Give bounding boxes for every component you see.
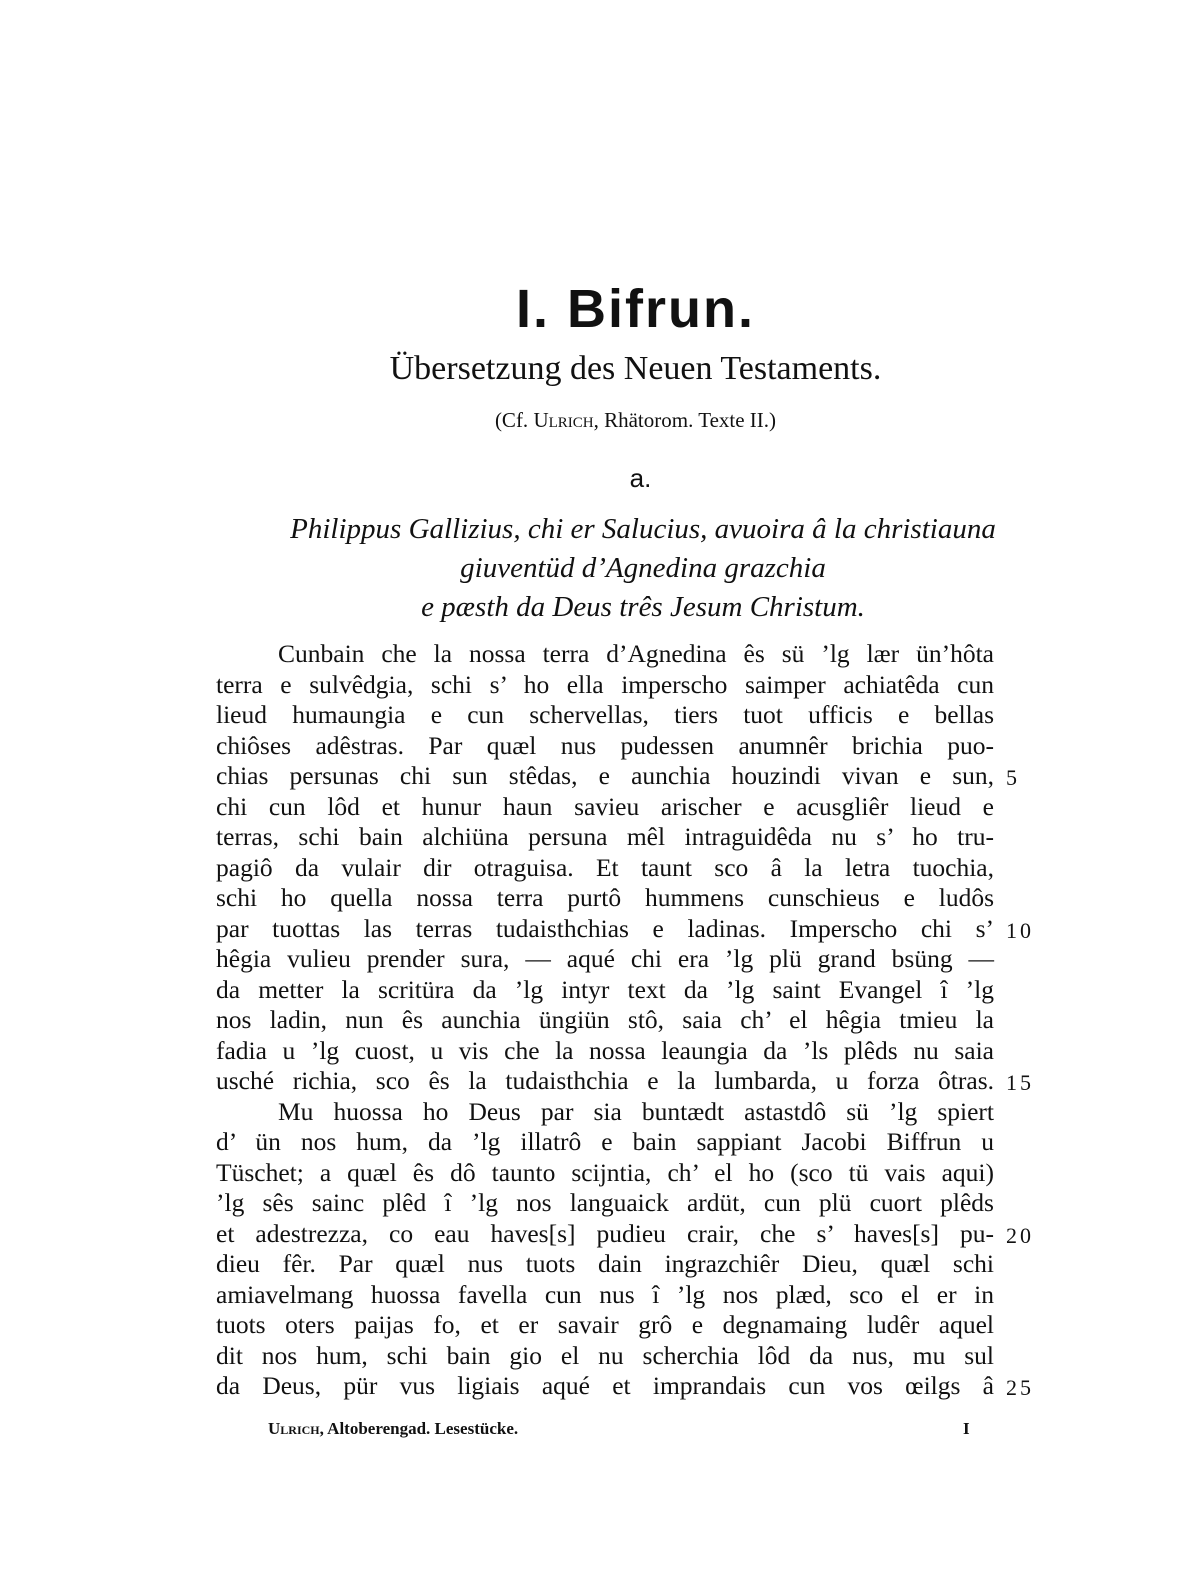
text-line: d’ ün nos hum, da ’lg illatrô e bain sappiant Jacobi Biffrun u <box>216 1127 994 1156</box>
chapter-subtitle: Übersetzung des Neuen Testaments. <box>389 350 882 387</box>
reference-suffix: , Rhätorom. Texte II.) <box>593 408 777 432</box>
text-line: par tuottas las terras tudaisthchias e ladinas. Imperscho chi s’ <box>216 913 994 943</box>
text-line: schi ho quella nossa terra purtô hummens cunschieus e ludôs <box>216 883 994 912</box>
text-line: chi cun lôd et hunur haun savieu arischer e acusgliêr lieud e <box>216 791 994 821</box>
text-line: fadia u ’lg cuost, u vis che la nossa leaungia da ’ls plêds nu saia <box>216 1035 994 1065</box>
text-line: da metter la scritüra da ’lg intyr text da ’lg saint Evangel î ’lg <box>216 974 994 1004</box>
page-footer <box>0 1419 1191 1443</box>
text-line: hêgia vulieu prender sura, — aqué chi era ’lg plü grand bsüng — <box>216 944 994 973</box>
dedication-line: giuventüd d’Agnedina grazchia <box>460 552 826 584</box>
text-line: nos ladin, nun ês aunchia üngiün stô, saia ch’ el hêgia tmieu la <box>216 1005 994 1034</box>
dedication <box>0 510 1191 627</box>
line-number: 5 <box>1006 765 1020 790</box>
text-line: dit nos hum, schi bain gio el nu scherchia lôd da nus, mu sul <box>216 1340 994 1370</box>
dedication-line: e pæsth da Deus três Jesum Christum. <box>421 591 865 623</box>
line-number: 15 <box>1006 1070 1034 1095</box>
text-line: terras, schi bain alchiüna persuna mêl intraguidêda nu s’ ho tru- <box>216 822 994 851</box>
text-line: chiôses adêstras. Par quæl nus pudessen anumnêr brichia puo- <box>216 730 994 760</box>
reference-author: Ulrich <box>533 408 594 432</box>
text-line: lieud humaungia e cun schervellas, tiers tuot ufficis e bellas <box>216 700 994 729</box>
line-number: 20 <box>1006 1222 1034 1248</box>
text-line: usché richia, sco ês la tudaisthchia e la lumbarda, u forza ôtras. <box>216 1066 994 1095</box>
bibliographic-reference <box>0 408 1191 433</box>
text-line: Cunbain che la nossa terra d’Agnedina ês sü ’lg lær ün’hôta <box>278 639 994 668</box>
text-line: tuots oters paijas fo, et er savair grô e degnamaing ludêr aquel <box>216 1310 994 1339</box>
line-number: 25 <box>1006 1375 1034 1400</box>
text-line: terra e sulvêdgia, schi s’ ho ella imperscho saimper achiatêda cun <box>216 669 994 699</box>
text-line: da Deus, pür vus ligiais aqué et imprandais cun vos œilgs â <box>216 1371 994 1400</box>
footer-citation <box>268 1419 518 1439</box>
footer-title: , Altoberengad. Lesestücke. <box>319 1419 519 1438</box>
text-line: amiavelmang huossa favella cun nus î ’lg nos plæd, sco el er in <box>216 1279 994 1309</box>
text-line: dieu fêr. Par quæl nus tuots dain ingrazchiêr Dieu, quæl schi <box>216 1249 994 1278</box>
text-line: Tüschet; a quæl ês dô taunto scijntia, ch’ el ho (sco tü vais aqui) <box>216 1157 994 1187</box>
footer-author: Ulrich <box>268 1419 320 1438</box>
dedication-line: Philippus Gallizius, chi er Salucius, avuoira â la christiauna <box>290 513 996 545</box>
chapter-title: I. Bifrun. <box>516 279 755 339</box>
line-number: 10 <box>1006 917 1034 943</box>
section-label: a. <box>629 463 652 493</box>
page-number: I <box>963 1419 970 1438</box>
text-line: Mu huossa ho Deus par sia buntædt astastdô sü ’lg spiert <box>278 1096 994 1126</box>
text-line: et adestrezza, co eau haves[s] pudieu crair, che s’ haves[s] pu- <box>216 1218 994 1248</box>
text-line: pagiô da vulair dir otraguisa. Et taunt sco â la letra tuochia, <box>216 852 994 882</box>
text-line: ’lg sês sainc plêd î ’lg nos languaick ardüt, cun plü cuort plêds <box>216 1188 994 1217</box>
reference-prefix: (Cf. <box>494 408 534 432</box>
text-line: chias persunas chi sun stêdas, e aunchia houzindi vivan e sun, <box>216 761 994 790</box>
